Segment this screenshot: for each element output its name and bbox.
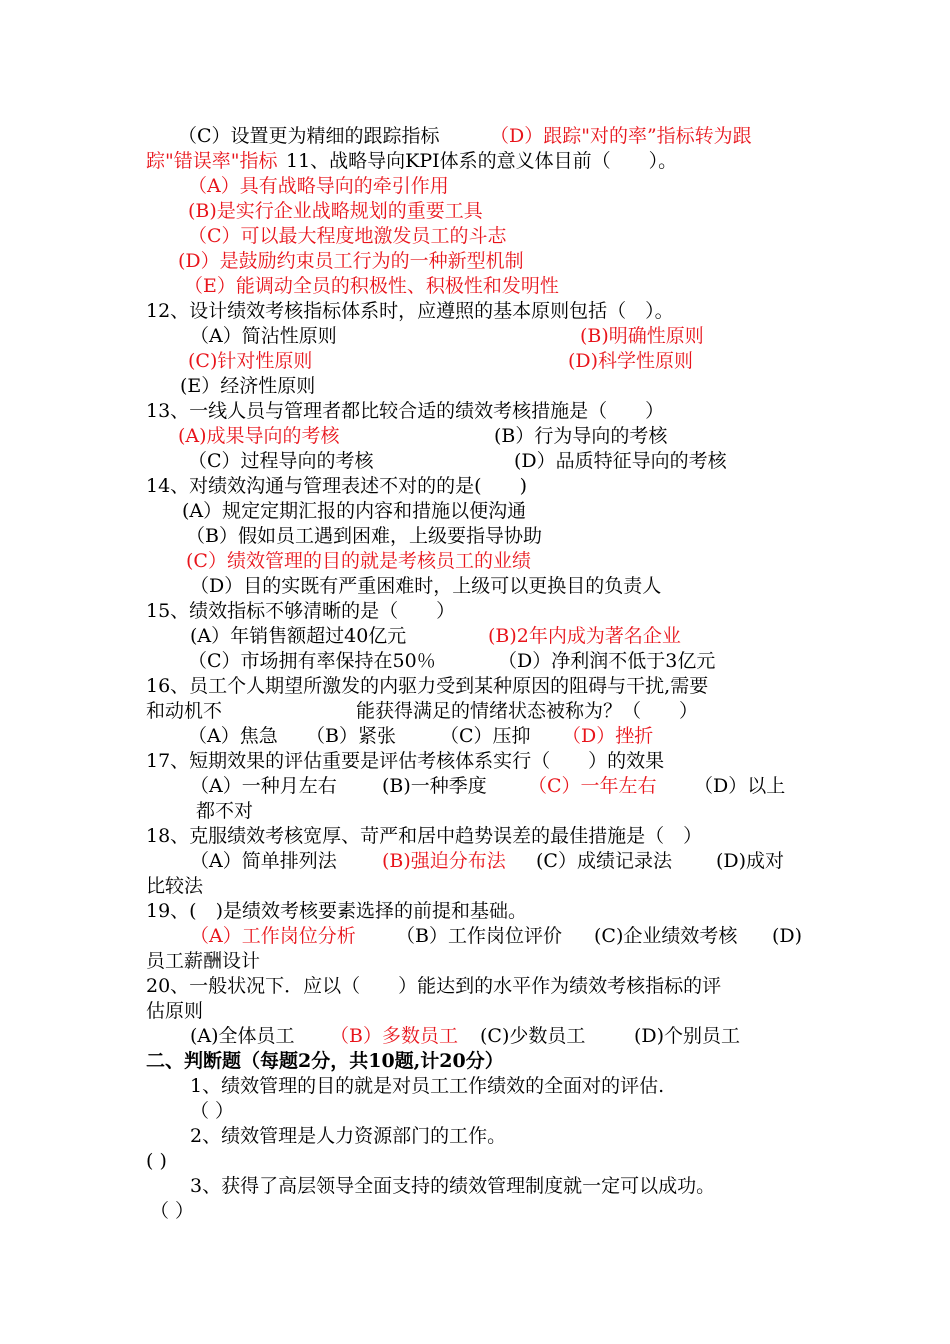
q12-option-d-answer: (D)科学性原则 <box>568 350 694 372</box>
q11-option-b-answer: (B)是实行企业战略规划的重要工具 <box>188 200 483 222</box>
q15-stem: 15、绩效指标不够清晰的是（ ） <box>146 600 456 622</box>
tf-question-2: 2、绩效管理是人力资源部门的工作。 <box>190 1125 507 1147</box>
q15-option-a: (A）年销售额超过40亿元 <box>190 625 407 647</box>
q18-option-b-answer: (B)强迫分布法 <box>382 850 506 872</box>
q10-option-d-answer-cont: 踪"错误率"指标 <box>146 150 278 172</box>
q16-stem-cont-a: 和动机不 <box>146 700 223 722</box>
q19-option-b: （B）工作岗位评价 <box>396 925 562 947</box>
q17-option-a: （A）一种月左右 <box>190 775 337 797</box>
section-heading-true-false: 二、判断题（每题2分，共10题,计20分） <box>146 1050 504 1072</box>
q14-option-d: （D）目的实既有严重困难时，上级可以更换目的负责人 <box>190 575 662 597</box>
q20-stem: 20、一般状况下．应以（ ）能达到的水平作为绩效考核指标的评 <box>146 975 722 997</box>
q12-stem: 12、设计绩效考核指标体系时，应遵照的基本原则包括（ ）。 <box>146 300 674 322</box>
q17-option-c-answer: （C）一年左右 <box>528 775 657 797</box>
q19-option-d: (D) <box>772 925 803 947</box>
q12-option-e: (E）经济性原则 <box>180 375 316 397</box>
q17-option-d: （D）以上 <box>694 775 786 797</box>
q14-option-c-answer: (C）绩效管理的目的就是考核员工的业绩 <box>186 550 531 572</box>
q18-option-a: （A）简单排列法 <box>190 850 337 872</box>
tf-question-3: 3、获得了高层领导全面支持的绩效管理制度就一定可以成功。 <box>190 1175 716 1197</box>
q19-stem: 19、( )是绩效考核要素选择的前提和基础。 <box>146 900 528 922</box>
q20-option-d: (D)个别员工 <box>634 1025 741 1047</box>
q19-option-d-cont: 员工薪酬设计 <box>146 950 261 972</box>
q16-option-d-answer: （D）挫折 <box>562 725 654 747</box>
q15-option-c: （C）市场拥有率保持在50％ <box>188 650 436 672</box>
q19-option-a-answer: （A）工作岗位分析 <box>190 925 356 947</box>
q18-stem: 18、克服绩效考核宽厚、苛严和居中趋势误差的最佳措施是（ ） <box>146 825 703 847</box>
q11-option-a-answer: （A）具有战略导向的牵引作用 <box>188 175 449 197</box>
q12-option-b-answer: (B)明确性原则 <box>580 325 704 347</box>
q18-option-d: (D)成对 <box>716 850 785 872</box>
q12-option-c-answer: (C)针对性原则 <box>188 350 313 372</box>
q20-option-a: (A)全体员工 <box>190 1025 295 1047</box>
q11-option-d-answer: (D）是鼓励约束员工行为的一种新型机制 <box>178 250 524 272</box>
q16-option-c: （C）压抑 <box>440 725 531 747</box>
q15-option-b-answer: (B)2年内成为著名企业 <box>488 625 681 647</box>
q19-option-c: (C)企业绩效考核 <box>594 925 738 947</box>
q13-stem: 13、一线人员与管理者都比较合适的绩效考核措施是（ ） <box>146 400 665 422</box>
q16-option-b: （B）紧张 <box>306 725 396 747</box>
q15-option-d: （D）净利润不低于3亿元 <box>498 650 716 672</box>
q13-option-d: (D）品质特征导向的考核 <box>514 450 727 472</box>
q14-option-a: (A）规定定期汇报的内容和措施以便沟通 <box>182 500 527 522</box>
q18-option-c: (C）成绩记录法 <box>536 850 672 872</box>
q11-stem: 11、战略导向KPI体系的意义体目前（ ）。 <box>286 150 678 172</box>
q16-stem: 16、员工个人期望所激发的内驱力受到某种原因的阻碍与干扰,需要 <box>146 675 709 697</box>
tf-question-1: 1、绩效管理的目的就是对员工工作绩效的全面对的评估. <box>190 1075 665 1097</box>
q12-option-a: （A）简沾性原则 <box>190 325 337 347</box>
q16-stem-cont-b: 能获得满足的情绪状态被称为？（ ） <box>356 700 699 722</box>
q17-stem: 17、短期效果的评估重要是评估考核体系实行（ ）的效果 <box>146 750 665 772</box>
q14-option-b: （B）假如员工遇到困难，上级要指导协助 <box>186 525 542 547</box>
q20-option-b-answer: （B）多数员工 <box>330 1025 458 1047</box>
q13-option-a-answer: (A)成果导向的考核 <box>178 425 340 447</box>
q20-option-c: (C)少数员工 <box>480 1025 586 1047</box>
q17-option-d-cont: 都不对 <box>196 800 254 822</box>
q17-option-b: (B)一种季度 <box>382 775 487 797</box>
q11-option-c-answer: （C）可以最大程度地激发员工的斗志 <box>188 225 507 247</box>
tf-question-1-blank: （ ） <box>190 1100 235 1122</box>
q10-option-c: （C）设置更为精细的跟踪指标 <box>178 125 440 147</box>
q14-stem: 14、对绩效沟通与管理表述不对的的是( ) <box>146 475 528 497</box>
q11-option-e-answer: （E）能调动全员的积极性、积极性和发明性 <box>184 275 559 297</box>
q10-option-d-answer: （D）跟踪"对的率”指标转为跟 <box>490 125 752 147</box>
q18-option-d-cont: 比较法 <box>146 875 204 897</box>
q13-option-c: （C）过程导向的考核 <box>188 450 374 472</box>
q20-stem-cont: 估原则 <box>146 1000 204 1022</box>
tf-question-3-blank: （ ） <box>150 1200 195 1222</box>
tf-question-2-blank: ( ) <box>146 1150 167 1172</box>
q13-option-b: (B）行为导向的考核 <box>494 425 668 447</box>
q16-option-a: （A）焦急 <box>188 725 278 747</box>
